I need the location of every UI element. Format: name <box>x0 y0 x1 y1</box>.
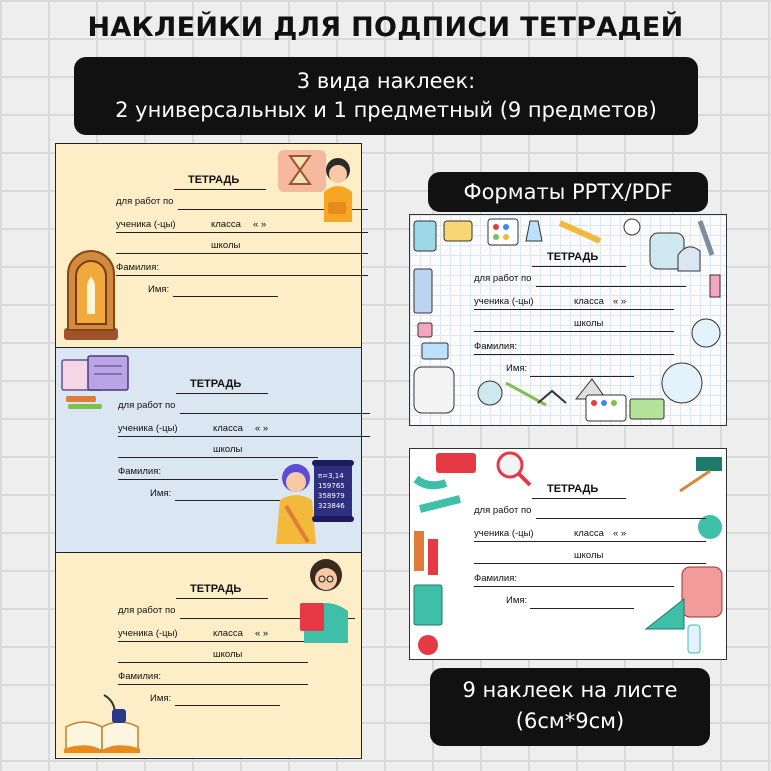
name-line <box>173 296 278 297</box>
label-heading: ТЕТРАДЬ <box>188 174 240 186</box>
student-line <box>474 309 674 310</box>
sticker-literature <box>56 553 361 757</box>
subtitle-banner <box>74 57 698 135</box>
sticker-sheet-preview <box>55 143 362 759</box>
surname-line <box>474 354 674 355</box>
label-heading: ТЕТРАДЬ <box>190 378 242 390</box>
name-label: Имя: <box>150 693 172 704</box>
name-line <box>175 500 280 501</box>
sticker-universal-white <box>409 448 727 660</box>
label-heading: ТЕТРАДЬ <box>190 583 242 595</box>
sheet-info-line-2: (6см*9см) <box>515 709 625 733</box>
student-label: ученика (-цы) <box>118 423 178 434</box>
class-quotes: « » <box>613 296 627 307</box>
student-label: ученика (-цы) <box>118 628 178 639</box>
scroll-line-3: 358979 <box>318 492 345 500</box>
surname-label: Фамилия: <box>116 262 159 273</box>
scroll-line-1: π=3,14 <box>318 472 344 480</box>
for-works-label: для работ по <box>118 400 176 411</box>
class-quotes: « » <box>613 528 627 539</box>
heading-underline <box>176 598 268 599</box>
student-label: ученика (-цы) <box>116 219 176 230</box>
school-label: школы <box>213 444 243 455</box>
name-line <box>530 608 634 609</box>
for-works-label: для работ по <box>474 505 532 516</box>
scroll-line-2: 159765 <box>318 482 345 490</box>
school-line <box>474 563 706 564</box>
for-works-line <box>536 286 686 287</box>
open-book-quill-icon <box>60 687 144 757</box>
school-line <box>116 253 368 254</box>
class-label: класса <box>574 528 604 539</box>
hourglass-girl-icon <box>276 146 360 226</box>
student-line <box>118 436 370 437</box>
student-line <box>116 232 368 233</box>
surname-line <box>116 275 368 276</box>
school-label: школы <box>574 550 604 561</box>
subtitle-line-1: 3 вида наклеек: <box>296 69 476 93</box>
class-label: класса <box>213 628 243 639</box>
surname-label: Фамилия: <box>474 341 517 352</box>
egyptian-tablet-icon <box>58 244 124 344</box>
name-line <box>530 376 634 377</box>
reading-girl-icon <box>296 555 360 647</box>
sticker-history <box>56 144 361 348</box>
school-label: школы <box>213 649 243 660</box>
archimedes-scroll-icon <box>274 456 354 550</box>
name-line <box>175 705 280 706</box>
heading-underline <box>174 189 266 190</box>
heading-underline <box>176 393 268 394</box>
student-line <box>474 541 706 542</box>
for-works-label: для работ по <box>118 605 176 616</box>
for-works-label: для работ по <box>474 273 532 284</box>
name-label: Имя: <box>506 595 528 606</box>
heading-underline <box>532 498 626 499</box>
label-heading: ТЕТРАДЬ <box>547 251 599 263</box>
school-supplies-frame-icon <box>410 449 727 660</box>
surname-label: Фамилия: <box>118 671 161 682</box>
name-label: Имя: <box>506 363 528 374</box>
heading-underline <box>532 266 626 267</box>
surname-line <box>118 479 278 480</box>
sticker-math <box>56 348 361 553</box>
label-heading: ТЕТРАДЬ <box>547 483 599 495</box>
class-label: класса <box>213 423 243 434</box>
for-works-line <box>536 518 706 519</box>
surname-line <box>118 684 308 685</box>
student-label: ученика (-цы) <box>474 296 534 307</box>
sticker-universal-grid <box>409 214 727 426</box>
subtitle-line-2: 2 универсальных и 1 предметный (9 предметов) <box>115 98 657 122</box>
surname-label: Фамилия: <box>474 573 517 584</box>
student-line <box>118 641 308 642</box>
school-line <box>474 331 674 332</box>
class-quotes: « » <box>253 219 267 230</box>
name-label: Имя: <box>148 284 170 295</box>
student-label: ученика (-цы) <box>474 528 534 539</box>
sheet-info-line-1: 9 наклеек на листе <box>462 678 678 702</box>
surname-line <box>474 586 674 587</box>
school-label: школы <box>211 240 241 251</box>
name-label: Имя: <box>150 488 172 499</box>
page-title: НАКЛЕЙКИ ДЛЯ ПОДПИСИ ТЕТРАДЕЙ <box>87 12 684 43</box>
school-line <box>118 662 308 663</box>
class-label: класса <box>211 219 241 230</box>
class-quotes: « » <box>255 628 269 639</box>
formats-banner: Форматы PPTX/PDF <box>428 172 708 212</box>
school-supplies-frame-icon <box>410 215 727 426</box>
scroll-line-4: 323846 <box>318 502 345 510</box>
sheet-info-banner <box>430 668 710 746</box>
surname-label: Фамилия: <box>118 466 161 477</box>
class-label: класса <box>574 296 604 307</box>
school-label: школы <box>574 318 604 329</box>
for-works-label: для работ по <box>116 196 174 207</box>
class-quotes: « » <box>255 423 269 434</box>
for-works-line <box>180 413 370 414</box>
